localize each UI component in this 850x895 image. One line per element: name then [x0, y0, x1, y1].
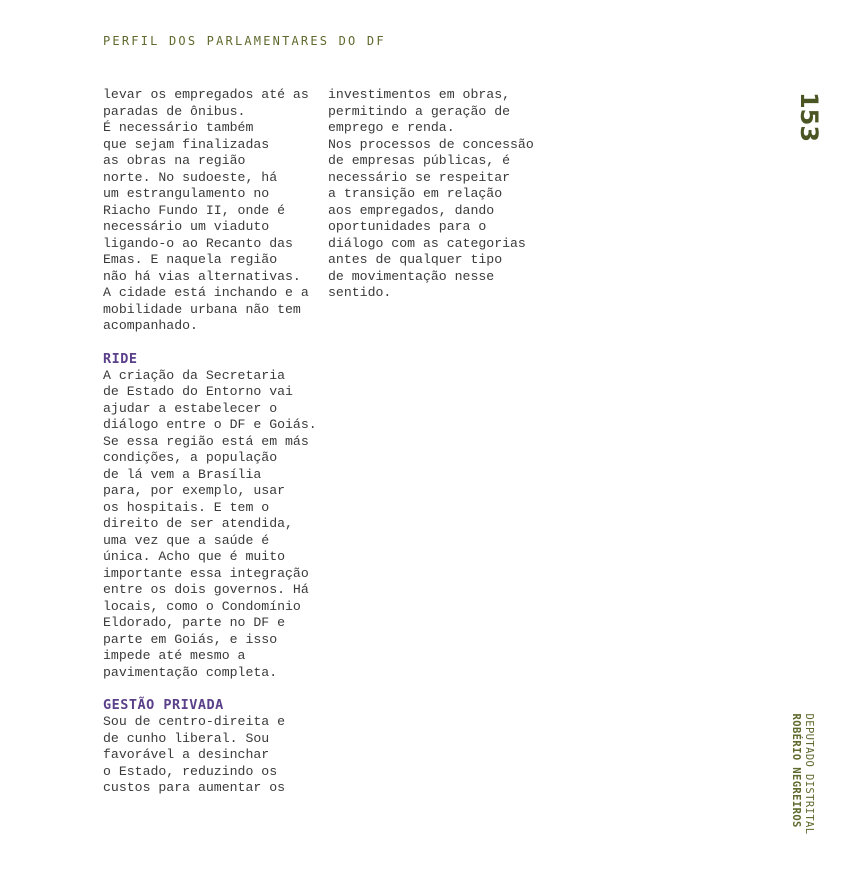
text-line: para, por exemplo, usar — [103, 483, 286, 498]
text-line: ajudar a estabelecer o — [103, 400, 278, 416]
text-line: impede até mesmo a — [103, 648, 246, 663]
text-line: locais, como o Condomínio — [103, 598, 301, 614]
text-line: investimentos em obras, — [328, 87, 511, 102]
running-title: PERFIL DOS PARLAMENTARES DO DF — [103, 34, 386, 48]
text-line: favorável a desinchar — [103, 747, 270, 762]
text-line: a transição em relação — [328, 186, 503, 201]
text-line: mobilidade urbana não tem — [103, 301, 301, 317]
text-line: necessário se respeitar — [328, 169, 511, 185]
text-line: diálogo com as categorias — [328, 235, 526, 251]
text-line: de cunho liberal. Sou — [103, 730, 270, 746]
text-line: paradas de ônibus. — [103, 103, 246, 119]
section-heading-ride: RIDE — [103, 350, 138, 367]
text-line: única. Acho que é muito — [103, 549, 286, 564]
text-line: levar os empregados até as — [103, 87, 309, 102]
text-line: Emas. E naquela região — [103, 252, 278, 267]
text-line: um estrangulamento no — [103, 186, 270, 201]
section-heading-gestao-privada: GESTÃO PRIVADA — [103, 697, 224, 713]
text-line: Riacho Fundo II, onde é — [103, 202, 286, 218]
text-line: antes de qualquer tipo — [328, 252, 503, 267]
column-left — [103, 87, 318, 797]
text-line: custos para aumentar os — [103, 780, 286, 795]
gestao-paragraph — [103, 714, 318, 797]
deputy-name: ROBÉRIO NEGREIROS — [790, 713, 802, 828]
text-line: entre os dois governos. Há — [103, 582, 309, 597]
text-line: Nos processos de concessão — [328, 136, 534, 152]
text-line: A cidade está inchando e a — [103, 285, 309, 300]
text-line: Se essa região está em más — [103, 433, 309, 449]
text-line: uma vez que a saúde é — [103, 532, 270, 548]
text-line: condições, a população — [103, 450, 278, 465]
text-line: direito de ser atendida, — [103, 516, 293, 531]
intro-paragraph — [103, 87, 318, 335]
text-line: que sejam finalizadas — [103, 136, 270, 152]
text-line: as obras na região — [103, 153, 246, 168]
text-line: oportunidades para o — [328, 219, 487, 234]
continuation-paragraph — [328, 87, 543, 302]
text-line: não há vias alternativas. — [103, 268, 301, 284]
text-line: os hospitais. E tem o — [103, 499, 270, 515]
text-line: de Estado do Entorno vai — [103, 384, 293, 399]
text-line: Eldorado, parte no DF e — [103, 615, 286, 630]
text-line: pavimentação completa. — [103, 664, 278, 680]
text-line: A criação da Secretaria — [103, 367, 286, 383]
text-line: de movimentação nesse — [328, 268, 495, 284]
text-line: importante essa integração — [103, 565, 309, 581]
text-line: de empresas públicas, é — [328, 153, 511, 168]
text-line: ligando-o ao Recanto das — [103, 235, 293, 251]
text-line: sentido. — [328, 285, 392, 300]
text-line: parte em Goiás, e isso — [103, 631, 278, 647]
side-label-text — [789, 714, 815, 835]
text-line: É necessário também — [103, 120, 254, 135]
deputy-role: DEPUTADO DISTRITAL — [803, 713, 815, 835]
side-label — [767, 715, 837, 833]
text-line: de lá vem a Brasília — [103, 466, 262, 482]
text-line: emprego e renda. — [328, 120, 455, 135]
text-line: necessário um viaduto — [103, 219, 270, 234]
text-line: aos empregados, dando — [328, 202, 495, 218]
text-line: norte. No sudoeste, há — [103, 169, 278, 185]
text-line: diálogo entre o DF e Goiás. — [103, 417, 317, 432]
page-number-text: 153 — [795, 91, 823, 143]
column-right — [328, 87, 543, 302]
text-line: acompanhado. — [103, 318, 198, 333]
text-line: permitindo a geração de — [328, 103, 511, 119]
text-line: Sou de centro-direita e — [103, 714, 286, 729]
page-number — [792, 92, 826, 142]
text-line: o Estado, reduzindo os — [103, 763, 278, 779]
ride-paragraph — [103, 368, 318, 682]
